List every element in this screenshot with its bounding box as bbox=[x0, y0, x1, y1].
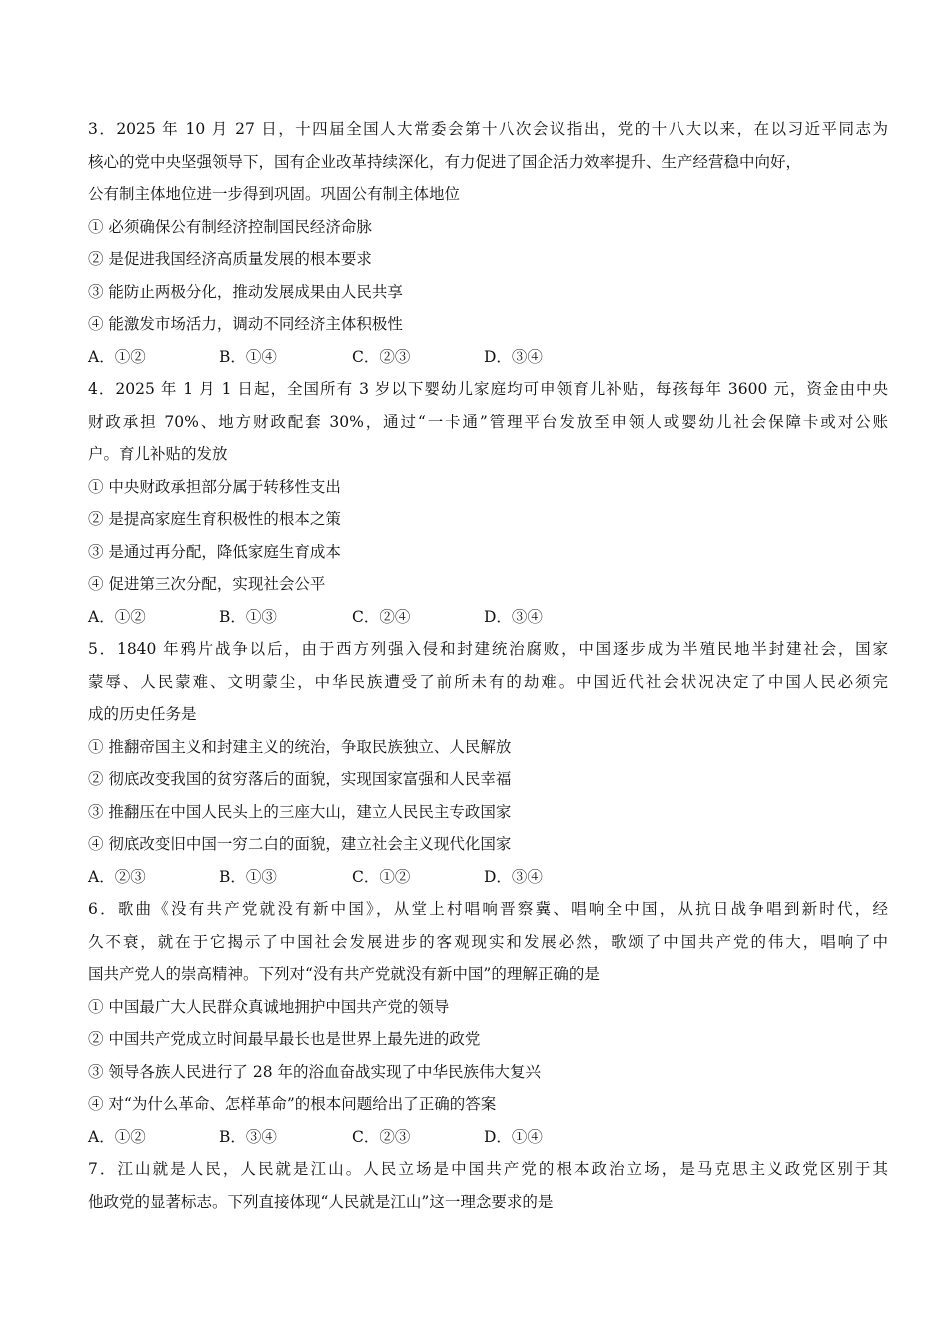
question-stem-line: 3．2025 年 10 月 27 日，十四届全国人大常委会第十八次会议指出，党的十八大以来，在以习近平同志为 bbox=[88, 120, 888, 138]
statement-1: ① 推翻帝国主义和封建主义的统治，争取民族独立、人民解放 bbox=[88, 737, 512, 756]
choice-a: A．②③ bbox=[88, 867, 146, 886]
statement-1: ① 中国最广大人民群众真诚地拥护中国共产党的领导 bbox=[88, 997, 450, 1016]
choice-d: D．③④ bbox=[484, 867, 543, 886]
choice-c: C．②④ bbox=[352, 607, 411, 626]
answer-choices bbox=[88, 861, 888, 894]
question-stem-line: 财政承担 70%、地方财政配套 30%，通过“一卡通”管理平台发放至申领人或婴幼儿社会保障卡或对公账 bbox=[88, 412, 888, 431]
question-stem-line: 成的历史任务是 bbox=[88, 705, 197, 723]
question-5 bbox=[88, 633, 888, 893]
question-stem-line: 4．2025 年 1 月 1 日起，全国所有 3 岁以下婴幼儿家庭均可申领育儿补贴，每孩每年 3600 元，资金由中央 bbox=[88, 380, 888, 398]
answer-choices bbox=[88, 1121, 888, 1154]
statement-1: ① 中央财政承担部分属于转移性支出 bbox=[88, 477, 341, 496]
choice-d: D．③④ bbox=[484, 607, 543, 626]
statement-4: ④ 能激发市场活力，调动不同经济主体积极性 bbox=[88, 315, 403, 333]
statement-3: ③ 推翻压在中国人民头上的三座大山，建立人民民主专政国家 bbox=[88, 802, 512, 821]
choice-c: C．②③ bbox=[352, 1127, 411, 1146]
statement-3: ③ 是通过再分配，降低家庭生育成本 bbox=[88, 542, 341, 561]
choice-b: B．③④ bbox=[219, 1127, 277, 1146]
choice-a: A．①② bbox=[88, 1127, 146, 1146]
answer-choices bbox=[88, 341, 888, 374]
choice-d: D．③④ bbox=[484, 347, 543, 366]
statement-2: ② 是促进我国经济高质量发展的根本要求 bbox=[88, 250, 372, 268]
question-stem-line: 户。育儿补贴的发放 bbox=[88, 445, 228, 463]
question-stem-line: 6．歌曲《没有共产党就没有新中国》，从堂上村唱响晋察冀、唱响全中国，从抗日战争唱到新时代，经 bbox=[88, 900, 888, 918]
question-7 bbox=[88, 1153, 888, 1218]
statement-4: ④ 彻底改变旧中国一穷二白的面貌，建立社会主义现代化国家 bbox=[88, 835, 512, 853]
choice-c: C．②③ bbox=[352, 347, 411, 366]
choice-b: B．①③ bbox=[219, 607, 277, 626]
question-stem-line: 7．江山就是人民，人民就是江山。人民立场是中国共产党的根本政治立场，是马克思主义政党区别于其 bbox=[88, 1160, 888, 1178]
question-stem-line: 5．1840 年鸦片战争以后，由于西方列强入侵和封建统治腐败，中国逐步成为半殖民地半封建社会，国家 bbox=[88, 640, 888, 658]
statement-4: ④ 促进第三次分配，实现社会公平 bbox=[88, 575, 326, 593]
question-stem-line: 他政党的显著标志。下列直接体现“人民就是江山”这一理念要求的是 bbox=[88, 1192, 554, 1211]
statement-2: ② 彻底改变我国的贫穷落后的面貌，实现国家富强和人民幸福 bbox=[88, 770, 512, 788]
question-stem-line: 核心的党中央坚强领导下，国有企业改革持续深化，有力促进了国企活力效率提升、生产经营稳中向好， bbox=[88, 152, 802, 171]
question-stem-line: 久不衰，就在于它揭示了中国社会发展进步的客观现实和发展必然，歌颂了中国共产党的伟大，唱响了中 bbox=[88, 932, 888, 951]
statement-3: ③ 领导各族人民进行了 28 年的浴血奋战实现了中华民族伟大复兴 bbox=[88, 1062, 542, 1081]
question-4 bbox=[88, 373, 888, 633]
question-stem-line: 国共产党人的崇高精神。下列对“没有共产党就没有新中国”的理解正确的是 bbox=[88, 965, 600, 983]
statement-2: ② 中国共产党成立时间最早最长也是世界上最先进的政党 bbox=[88, 1030, 481, 1048]
statement-1: ① 必须确保公有制经济控制国民经济命脉 bbox=[88, 217, 372, 236]
statement-4: ④ 对“为什么革命、怎样革命”的根本问题给出了正确的答案 bbox=[88, 1095, 497, 1113]
statement-3: ③ 能防止两极分化，推动发展成果由人民共享 bbox=[88, 282, 403, 301]
question-3 bbox=[88, 113, 888, 373]
choice-c: C．①② bbox=[352, 867, 411, 886]
choice-b: B．①④ bbox=[219, 347, 277, 366]
choice-b: B．①③ bbox=[219, 867, 277, 886]
question-list bbox=[88, 113, 888, 1218]
choice-a: A．①② bbox=[88, 347, 146, 366]
statement-2: ② 是提高家庭生育积极性的根本之策 bbox=[88, 510, 341, 528]
question-6 bbox=[88, 893, 888, 1153]
choice-d: D．①④ bbox=[484, 1127, 543, 1146]
question-stem-line: 公有制主体地位进一步得到巩固。巩固公有制主体地位 bbox=[88, 185, 461, 203]
question-stem-line: 蒙辱、人民蒙难、文明蒙尘，中华民族遭受了前所未有的劫难。中国近代社会状况决定了中国人民必须完 bbox=[88, 672, 888, 691]
answer-choices bbox=[88, 601, 888, 634]
choice-a: A．①② bbox=[88, 607, 146, 626]
